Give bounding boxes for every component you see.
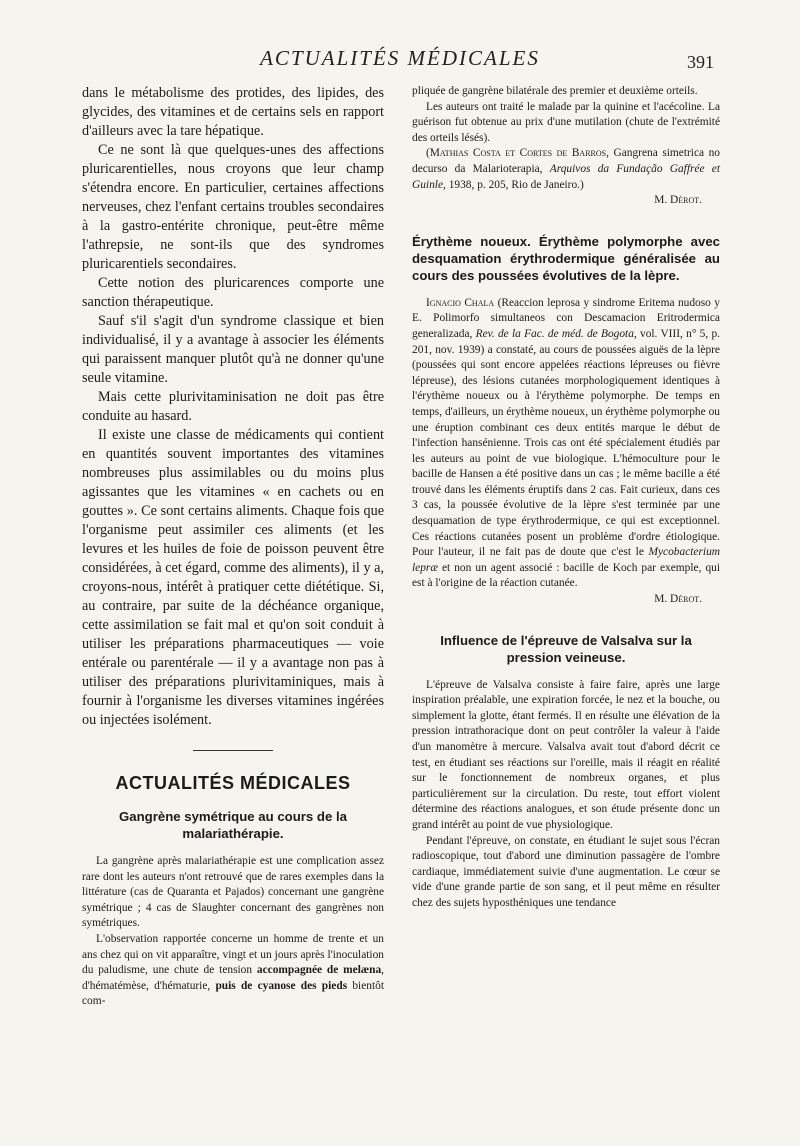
paragraph: Ce ne sont là que quelques-unes des affections pluricarentielles, nous croyons que leur champ s'étendra encore. En particulier, certaines affections nerveuses, chez l'enfant certains troubles secondaires à la gastro-entérite chronique, peut-être même l'athrepsie, ne sont-ils que des syndromes pluricarentiels secondaires. [82, 142, 384, 272]
paragraph: Cette notion des pluricarences comporte une sanction thérapeutique. [82, 275, 384, 310]
author-signature: M. Dérot. [654, 593, 702, 606]
paragraph: Sauf s'il s'agit d'un syndrome classique et bien individualisé, il y a avantage à associer les éléments qui paraissent manquer plutôt qu'à ne donner qu'une seule vitamine. [82, 313, 384, 386]
paragraph: Ignacio Chala (Reaccion leprosa y sindrome Eritema nudoso y E. Polimorfo simultaneos con Descamacion Eritrodermica generalizada, Rev. de la Fac. de méd. de Bogota, vol. VIII, n° 5, p. 201, nov. 1939) a constaté, au cours de poussées aiguës de la lèpre (poussées qui sont encore appelées réactions lépreuses ou fièvre lépreuse), des lésions cutanées morphologiquement identiques à l'érythème noueux ou à l'érythème polymorphe. De temps en temps, d'ailleurs, un érythème noueux, un érythème polymorphe ou une éruption combinant ces deux entités marque le début de l'infection hansénienne. Trois cas ont été spécialement étudiés par les auteurs au point de vue biologique. L'hémoculture pour le bacille de Hansen a été positive dans un cas ; le même bacille a été trouvé dans les éléments éruptifs dans 2 cas. Fait curieux, dans ces 3 cas, la poussée évolutive de la lèpre s'est terminée par une desquamation de type érythrodermique, ce qui est exceptionnel. Ces réactions cutanées posent un problème d'ordre étiologique. Pour l'auteur, il ne fait pas de doute que c'est le Mycobacterium lepræ et non un agent associé : bacille de Koch par exemple, qui est à l'origine de la réaction cutanée. [412, 296, 721, 590]
section-divider [193, 750, 273, 751]
page-number: 391 [687, 52, 714, 72]
running-title: ACTUALITÉS MÉDICALES [260, 46, 540, 70]
paragraph: Les auteurs ont traité le malade par la quinine et l'acécoline. La guérison fut obtenue au prix d'une mutilation (chute de l'extrémité des orteils lésés). [412, 100, 720, 144]
article-body [82, 854, 384, 1010]
paragraph: Pendant l'épreuve, on constate, en étudiant le sujet sous l'écran radioscopique, tout d'abord une diminution passagère de l'ombre cardiaque, immédiatement suivie d'une augmentation. Le cœur se vide d'une grande partie de son sang, et il peut même en résulter chez des sujets hyposthéniques une tendance [412, 834, 720, 909]
left-column [82, 84, 384, 1010]
article-title: Gangrène symétrique au cours de la malariathérapie. [119, 809, 347, 841]
running-head [0, 38, 800, 78]
paragraph: Mais cette plurivitaminisation ne doit pas être conduite au hasard. [82, 389, 384, 424]
paragraph: Il existe une classe de médicaments qui contient en quantités souvent importantes des vitamines nombreuses plus assimilables ou du moins plus agissantes que les vitamines « en cachets ou en gouttes ». Ce sont certains aliments. Chaque fois que l'organisme peut assimiler ces aliments (et les levures et les huiles de foie de poisson peuvent être considérées, à cet égard, comme des aliments), il y a, croyons-nous, intérêt à pratiquer cette diététique. Si, au contraire, par suite de la déchéance organique, cette assimilation se fait mal et qu'on soit conduit à utiliser les préparations pharmaceutiques — voie entérale ou parentérale — il y a avantage non pas à utiliser des préparations plurivitaminiques, mais à fournir à l'organisme les diverses vitamines ingérées ou injectées isolément. [82, 427, 384, 728]
right-column [412, 84, 720, 912]
article-title: Influence de l'épreuve de Valsalva sur la pression veineuse. [440, 632, 692, 665]
paragraph: dans le métabolisme des protides, des lipides, des glycides, des vitamines et de certains sels en rapport d'ailleurs avec la tare hépatique. [82, 85, 384, 139]
reference: (Mathias Costa et Cortes de Barros, Gangrena simetrica no decurso da Malarioterapia, Arquivos da Fundação Gaffrée et Guinle, 1938, p. 205, Rio de Janeiro.) [412, 147, 720, 191]
paragraph: L'épreuve de Valsalva consiste à faire faire, après une large inspiration préalable, une expiration forcée, le nez et la bouche, ou simplement la glotte, étant fermés. Il en résulte une élévation de la pression intrathoracique dont on peut contrôler la valeur à l'aide d'un manomètre à mercure. Valsalva avait tout d'abord décrit ce test, en étudiant ses réactions sur l'oreille, mais il réagit en réalité sur le fonctionnement de nombreux organes, et plus particulièrement sur la circulation. Du reste, tout effort violent détermine des réactions analogues, et son étude présente donc un grand intérêt au point de vue physiologique. [412, 678, 720, 831]
paragraph: La gangrène après malariathérapie est une complication assez rare dont les auteurs n'ont retrouvé que de rares exemples dans la littérature (cas de Quaranta et Pajados) concernant une gangrène symétrique ; 4 cas de Slaughter concernant des gangrènes non symétriques. [82, 855, 384, 930]
paragraph: L'observation rapportée concerne un homme de trente et un ans chez qui on vit apparaître, vingt et un jours après l'inoculation du paludisme, une chute de tension accompagnée de melæna, d'hématémèse, d'hématurie, puis de cyanose des pieds bientôt com- [82, 932, 384, 1008]
author-signature: M. Dérot. [654, 194, 702, 207]
paragraph: pliquée de gangrène bilatérale des premier et deuxième orteils. [412, 85, 698, 97]
section-title: ACTUALITÉS MÉDICALES [115, 773, 351, 793]
article-title: Érythème noueux. Érythème polymorphe avec desquamation érythrodermique généralisée au cours des poussées évolutives de la lèpre. [412, 233, 720, 283]
